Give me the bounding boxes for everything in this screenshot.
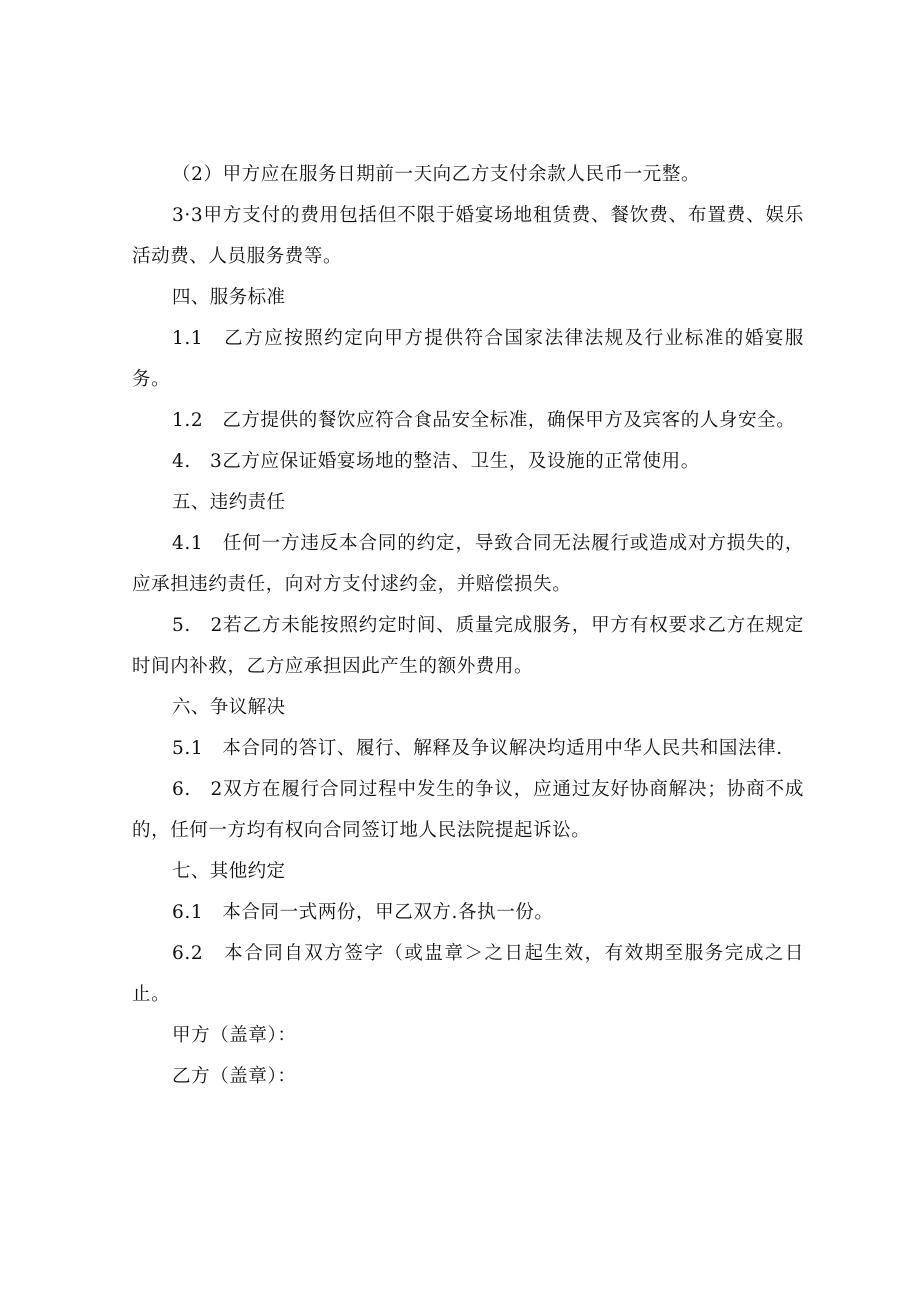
paragraph-payment-balance: （2）甲方应在服务日期前一天向乙方支付余款人民币一元整。	[172, 164, 701, 185]
section-heading-service-standard: 四、服务标准	[172, 287, 286, 308]
paragraph-clause-1-2: 1.2 乙方提供的餐饮应符合食品安全标准，确保甲方及宾客的人身安全。	[172, 410, 796, 431]
paragraph-clause-4-1: 4.1 任何一方违反本合同的约定，导致合同无法履行或造成对方损失的，应承担违约责任，向对方支付逑约金，并赔偿损失。	[132, 533, 804, 595]
paragraph-clause-6-2-effective: 6.2 本合同自双方签字（或盅章＞之日起生效，有效期至服务完成之日止。	[132, 943, 804, 1005]
paragraph-clause-4-3: 4. 3乙方应保证婚宴场地的整洁、卫生，及设施的正常使用。	[172, 451, 700, 472]
paragraph-clause-5-2: 5. 2若乙方未能按照约定时间、质量完成服务，甲方有权要求乙方在规定时间内补救，乙方应承担因此产生的额外费用。	[132, 615, 804, 677]
section-heading-breach-liability: 五、违约责任	[172, 492, 286, 513]
paragraph-clause-5-1: 5.1 本合同的答订、履行、解释及争议解决均适用中华人民共和国法律.	[172, 738, 783, 759]
section-heading-other-terms: 七、其他约定	[172, 861, 286, 882]
paragraph-clause-6-2-dispute: 6. 2双方在履行合同过程中发生的争议，应通过友好协商解决；协商不成的，任何一方均有权向合同签订地人民法院提起诉讼。	[132, 779, 804, 841]
section-heading-dispute-resolution: 六、争议解决	[172, 697, 286, 718]
signature-party-b: 乙方（盖章）：	[172, 1066, 297, 1087]
paragraph-fee-scope: 3·3甲方支付的费用包括但不限于婚宴场地租赁费、餐饮费、布置费、娱乐活动费、人员服务费等。	[132, 205, 804, 267]
document-body	[132, 154, 804, 1097]
paragraph-clause-1-1: 1.1 乙方应按照约定向甲方提供符合国家法律法规及行业标准的婚宴服务。	[132, 328, 804, 390]
paragraph-clause-6-1: 6.1 本合同一式两份，甲乙双方.各执一份。	[172, 902, 554, 923]
signature-party-a: 甲方（盖章）：	[172, 1025, 297, 1046]
